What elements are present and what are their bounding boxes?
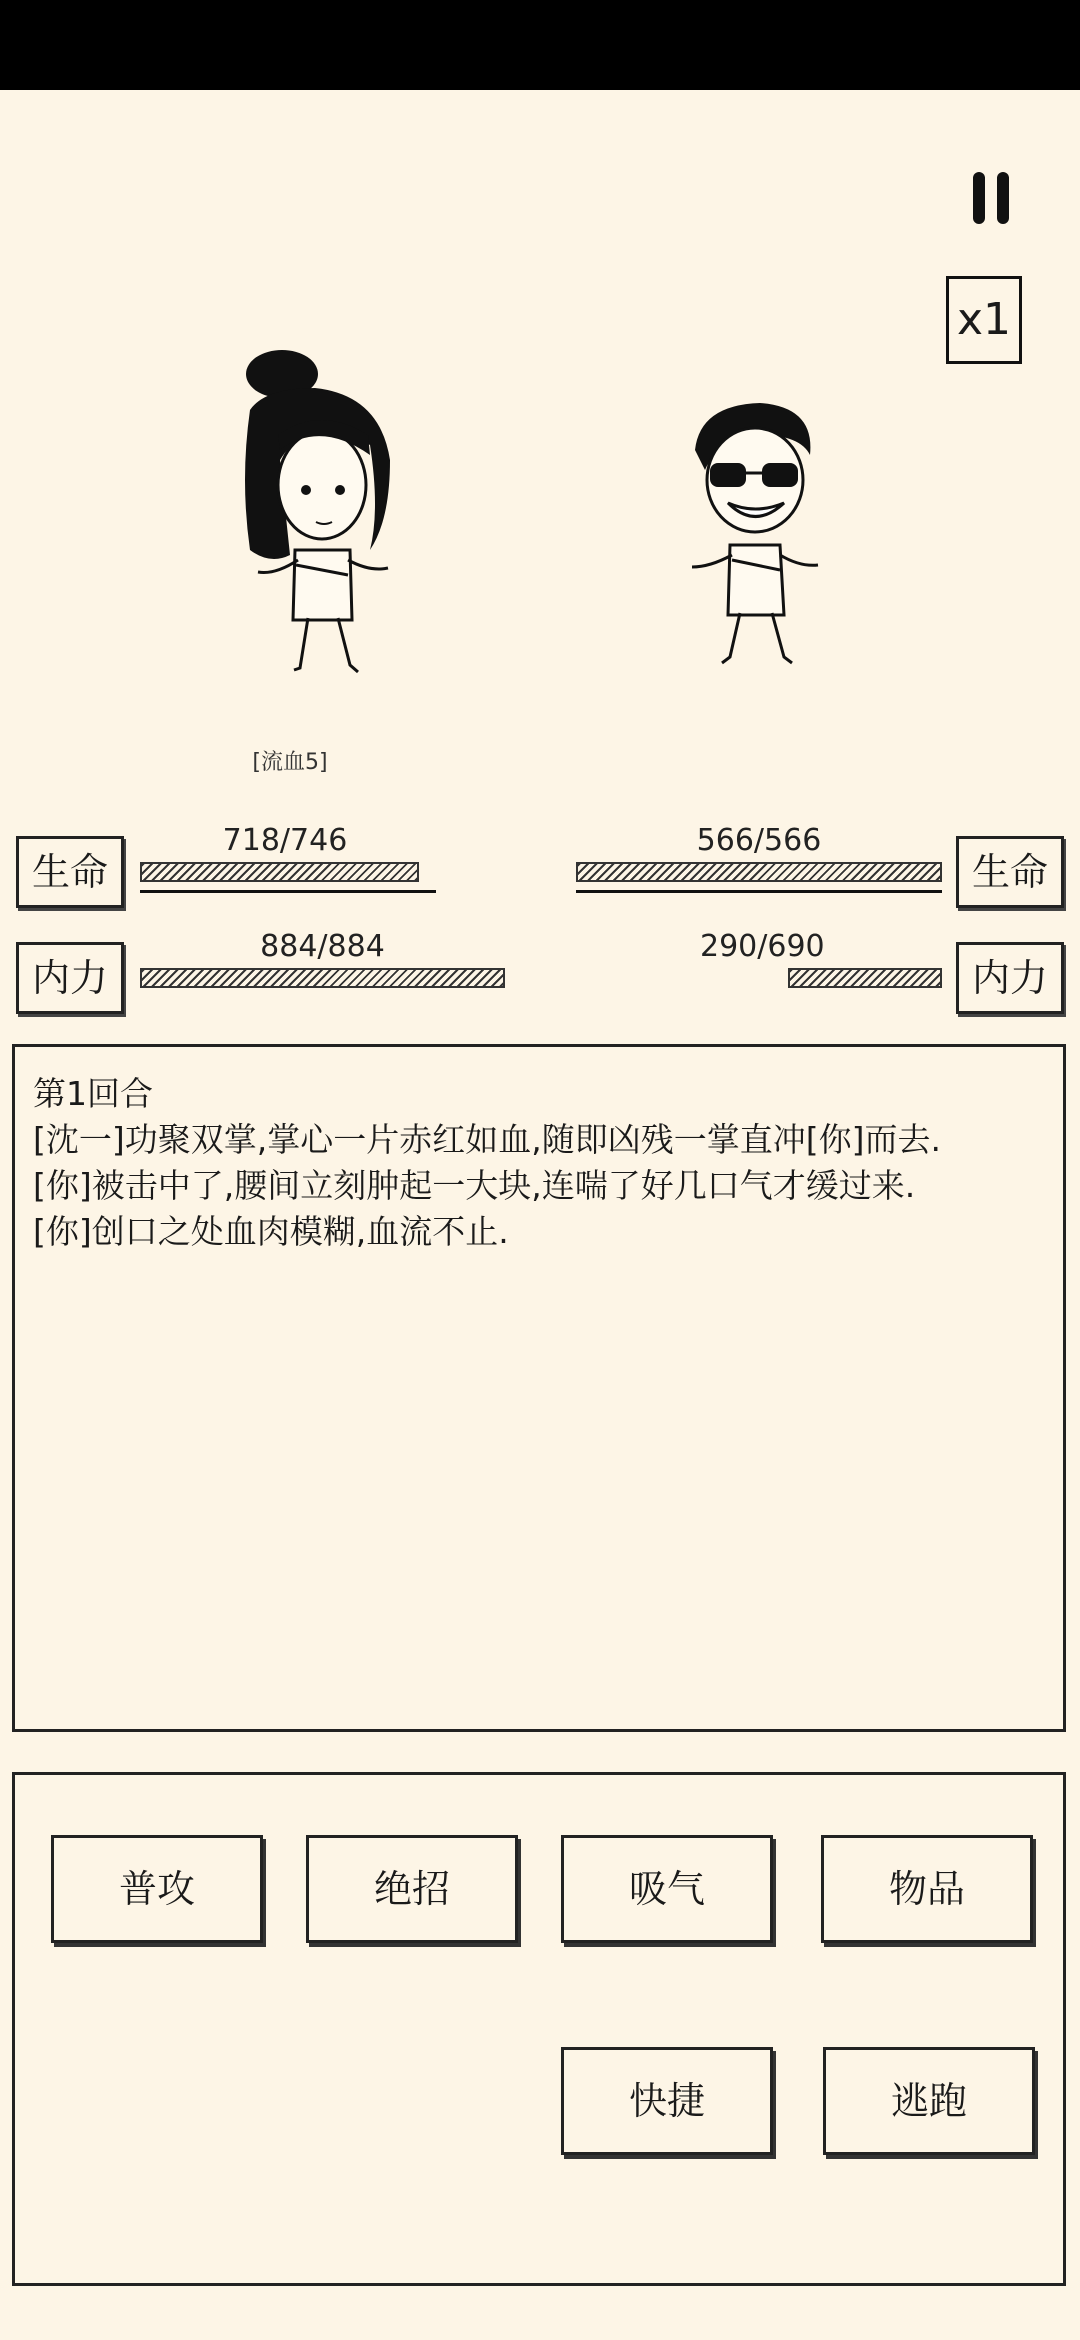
- items-button[interactable]: 物品: [821, 1835, 1033, 1943]
- player-mp-label: 内力: [16, 942, 124, 1014]
- ultimate-button[interactable]: 绝招: [306, 1835, 518, 1943]
- player-hp-label: 生命: [16, 836, 124, 908]
- flee-button[interactable]: 逃跑: [823, 2047, 1035, 2155]
- player-character: [220, 350, 400, 680]
- player-hp-underline: [140, 890, 436, 893]
- battle-log-line: 第1回合: [33, 1074, 153, 1113]
- enemy-mp-label: 内力: [956, 942, 1064, 1014]
- player-hp-value: 718/746: [222, 823, 348, 858]
- action-panel: [12, 1772, 1066, 2286]
- attack-button[interactable]: 普攻: [51, 1835, 263, 1943]
- enemy-hp-value: 566/566: [696, 823, 822, 858]
- quick-button[interactable]: 快捷: [561, 2047, 773, 2155]
- pause-icon[interactable]: [970, 172, 1014, 224]
- player-hp-fill: [140, 862, 419, 882]
- enemy-hp-label: 生命: [956, 836, 1064, 908]
- player-mp-value: 884/884: [260, 929, 385, 964]
- enemy-mp-fill: [788, 968, 942, 988]
- system-status-bar: [0, 0, 1080, 90]
- enemy-hp-bar: [576, 862, 942, 882]
- enemy-hp-underline: [576, 890, 942, 893]
- enemy-character: [680, 395, 830, 680]
- battle-log[interactable]: [12, 1044, 1066, 1732]
- enemy-mp-value: 290/690: [700, 929, 825, 964]
- enemy-hp-fill: [576, 862, 942, 882]
- player-mp-fill: [140, 968, 505, 988]
- battle-log-line: [你]被击中了,腰间立刻肿起一大块,连喘了好几口气才缓过来.: [33, 1166, 916, 1205]
- battle-log-line: [沈一]功聚双掌,掌心一片赤红如血,随即凶残一掌直冲[你]而去.: [33, 1120, 941, 1159]
- player-mp-bar: [140, 968, 505, 988]
- player-status-effect: [流血5]: [252, 750, 328, 775]
- speed-toggle-button[interactable]: x1: [946, 276, 1022, 364]
- enemy-mp-bar: [576, 968, 942, 988]
- breathe-button[interactable]: 吸气: [561, 1835, 773, 1943]
- battle-log-line: [你]创口之处血肉模糊,血流不止.: [33, 1212, 509, 1251]
- player-hp-bar: [140, 862, 430, 882]
